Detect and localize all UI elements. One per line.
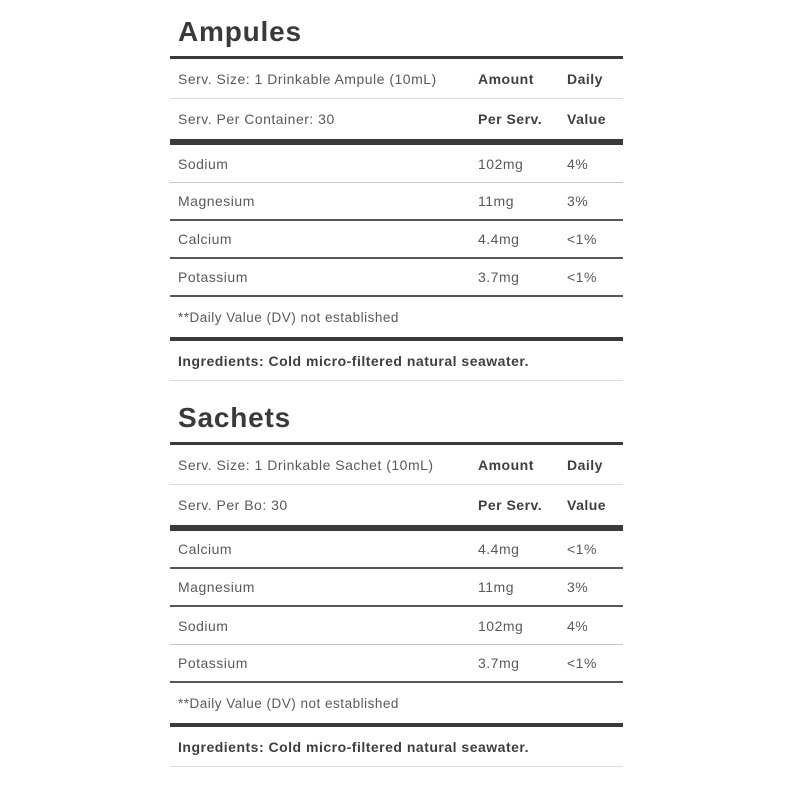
serving-size-label: Serv. Size: 1 Drinkable Sachet (10mL) — [178, 456, 434, 473]
column-header-per-serv: Per Serv. — [478, 497, 543, 513]
nutrient-daily-value: <1% — [567, 541, 597, 557]
ingredients-text: Ingredients: Cold micro-filtered natural seawater. — [178, 352, 529, 369]
nutrient-daily-value: 3% — [567, 193, 589, 209]
nutrient-amount: 4.4mg — [478, 231, 520, 247]
table-row — [170, 531, 623, 569]
nutrient-amount: 11mg — [478, 193, 514, 209]
servings-per-container-label: Serv. Per Container: 30 — [178, 111, 335, 127]
table-row — [170, 259, 623, 297]
ingredients-text: Ingredients: Cold micro-filtered natural seawater. — [178, 738, 529, 755]
servings-per-box-label: Serv. Per Bo: 30 — [178, 497, 288, 513]
nutrient-name: Calcium — [178, 231, 233, 247]
section-title-ampules: Ampules — [178, 16, 302, 47]
nutrient-name: Calcium — [178, 541, 233, 557]
nutrient-amount: 11mg — [478, 579, 514, 595]
serving-size-row — [170, 445, 623, 485]
nutrient-amount: 102mg — [478, 155, 524, 172]
nutrient-daily-value: 4% — [567, 155, 589, 172]
nutrient-name: Magnesium — [178, 193, 255, 209]
nutrient-amount: 3.7mg — [478, 655, 520, 671]
column-header-value: Value — [567, 111, 607, 127]
daily-value-footnote — [170, 297, 623, 337]
column-header-amount: Amount — [478, 70, 534, 87]
nutrient-daily-value: 4% — [567, 617, 589, 634]
nutrient-amount: 102mg — [478, 617, 524, 634]
nutrient-name: Potassium — [178, 655, 248, 671]
column-header-value: Value — [567, 497, 607, 513]
servings-per-container-row — [170, 99, 623, 139]
serving-size-row — [170, 59, 623, 99]
column-header-amount: Amount — [478, 456, 534, 473]
column-header-daily: Daily — [567, 70, 603, 87]
nutrient-daily-value: 3% — [567, 579, 589, 595]
table-row — [170, 183, 623, 221]
nutrient-daily-value: <1% — [567, 655, 597, 671]
nutrient-daily-value: <1% — [567, 231, 597, 247]
table-row — [170, 607, 623, 645]
nutrient-name: Magnesium — [178, 579, 255, 595]
table-row — [170, 569, 623, 607]
section-title-sachets: Sachets — [178, 402, 291, 433]
nutrient-amount: 3.7mg — [478, 269, 520, 285]
servings-per-box-row — [170, 485, 623, 525]
nutrient-amount: 4.4mg — [478, 541, 520, 557]
column-header-daily: Daily — [567, 456, 603, 473]
table-row — [170, 145, 623, 183]
daily-value-footnote-text: **Daily Value (DV) not established — [178, 309, 399, 325]
ingredients-row — [170, 727, 623, 767]
nutrient-name: Potassium — [178, 269, 248, 285]
table-row — [170, 645, 623, 683]
daily-value-footnote-text: **Daily Value (DV) not established — [178, 695, 399, 711]
serving-size-label: Serv. Size: 1 Drinkable Ampule (10mL) — [178, 70, 437, 87]
column-header-per-serv: Per Serv. — [478, 111, 543, 127]
nutrient-name: Sodium — [178, 617, 229, 634]
ingredients-row — [170, 341, 623, 381]
nutrient-name: Sodium — [178, 155, 229, 172]
table-row — [170, 221, 623, 259]
nutrition-table-ampules — [170, 16, 623, 381]
daily-value-footnote — [170, 683, 623, 723]
nutrition-table-sachets — [170, 402, 623, 767]
nutrition-label-sheet — [170, 0, 623, 767]
nutrient-daily-value: <1% — [567, 269, 597, 285]
